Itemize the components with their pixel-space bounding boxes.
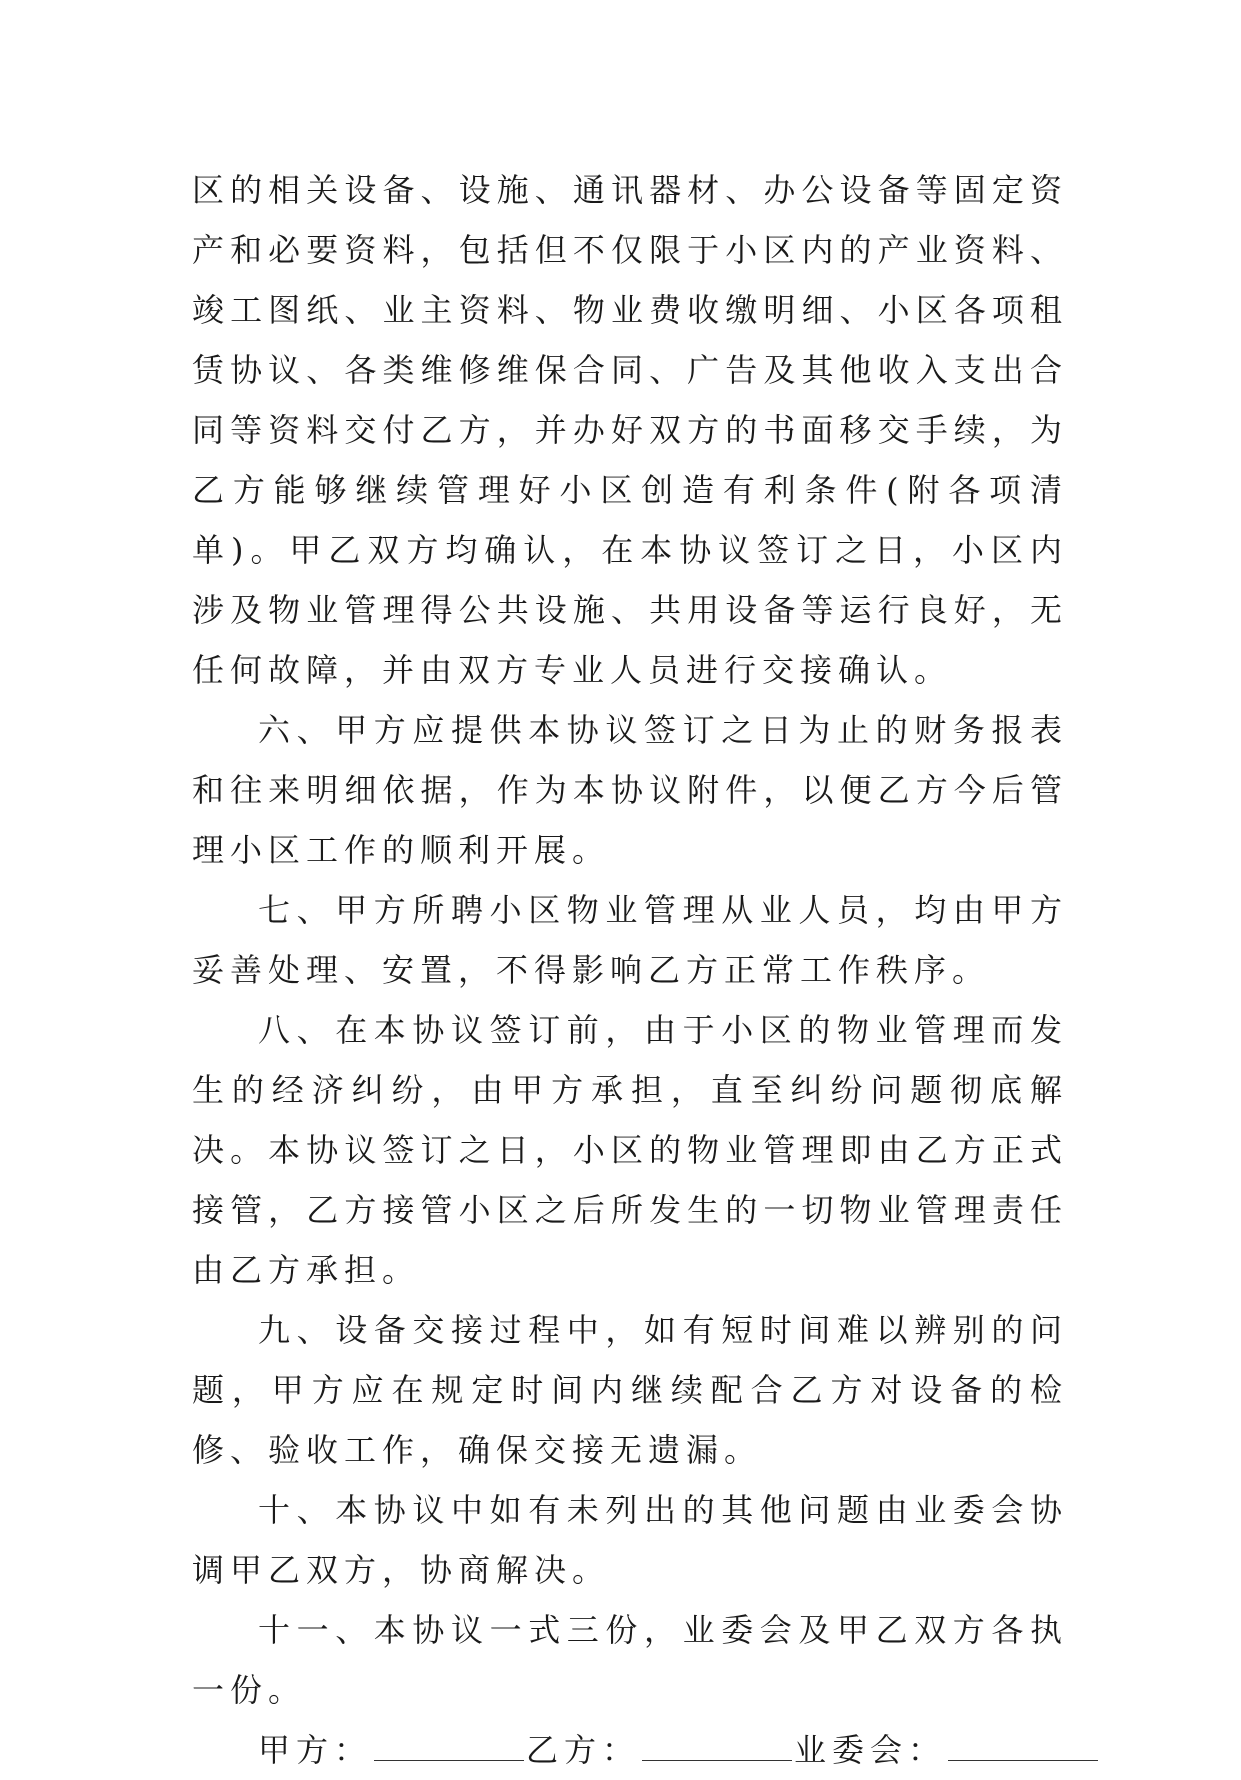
- party-a-blank[interactable]: [374, 1730, 524, 1761]
- clause-11: 十一、本协议一式三份，业委会及甲乙双方各执一份。: [192, 1611, 1068, 1709]
- clause-7: 七、甲方所聘小区物业管理从业人员，均由甲方妥善处理、安置，不得影响乙方正常工作秩序。: [192, 891, 1068, 989]
- document-body: [192, 160, 1068, 1780]
- party-b-blank[interactable]: [642, 1730, 792, 1761]
- clause-9: 九、设备交接过程中，如有短时间难以辨别的问题，甲方应在规定时间内继续配合乙方对设备的检修、验收工作，确保交接无遗漏。: [192, 1311, 1068, 1469]
- signature-line: [192, 1720, 1068, 1780]
- clause-10: 十、本协议中如有未列出的其他问题由业委会协调甲乙双方，协商解决。: [192, 1491, 1068, 1589]
- clause-6: 六、甲方应提供本协议签订之日为止的财务报表和往来明细依据，作为本协议附件，以便乙方今后管理小区工作的顺利开展。: [192, 711, 1068, 869]
- party-a-label: 甲方：: [258, 1731, 373, 1769]
- paragraph-continued: 区的相关设备、设施、通讯器材、办公设备等固定资产和必要资料，包括但不仅限于小区内的产业资料、竣工图纸、业主资料、物业费收缴明细、小区各项租赁协议、各类维修维保合同、广告及其他收入支出合同等资料交付乙方，并办好双方的书面移交手续，为乙方能够继续管理好小区创造有利条件(附各项清单)。甲乙双方均确认，在本协议签订之日，小区内涉及物业管理得公共设施、共用设备等运行良好，无任何故障，并由双方专业人员进行交接确认。: [192, 171, 1068, 689]
- committee-label: 业委会：: [794, 1731, 947, 1769]
- clause-8: 八、在本协议签订前，由于小区的物业管理而发生的经济纠纷，由甲方承担，直至纠纷问题彻底解决。本协议签订之日，小区的物业管理即由乙方正式接管，乙方接管小区之后所发生的一切物业管理责任由乙方承担。: [192, 1011, 1068, 1289]
- party-b-label: 乙方：: [526, 1731, 641, 1769]
- committee-blank[interactable]: [948, 1730, 1098, 1761]
